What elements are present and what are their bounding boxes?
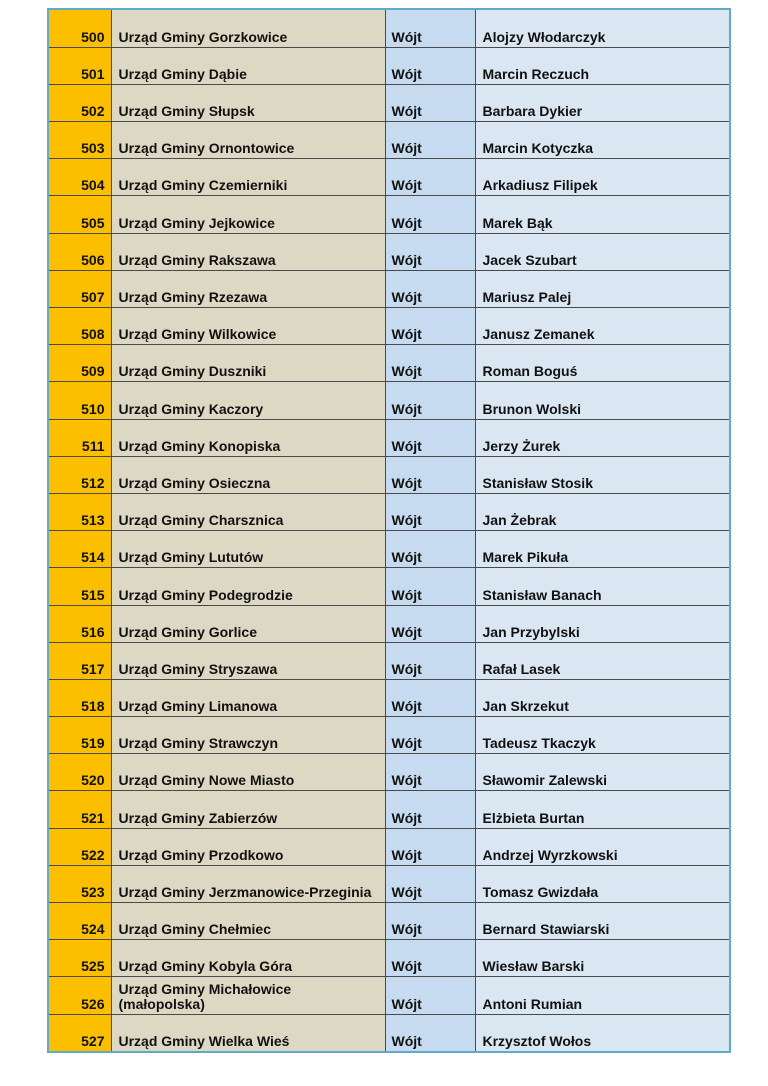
office-name: Urząd Gminy Konopiska [111,419,385,456]
role-title: Wójt [385,122,475,159]
person-name: Andrzej Wyrzkowski [475,828,729,865]
officials-table-wrapper [47,8,731,1053]
role-title: Wójt [385,940,475,977]
table-row [49,642,729,679]
table-row [49,717,729,754]
office-name: Urząd Gminy Przodkowo [111,828,385,865]
office-name: Urząd Gminy Michałowice (małopolska) [111,977,385,1014]
person-name: Roman Boguś [475,345,729,382]
table-row [49,531,729,568]
person-name: Rafał Lasek [475,642,729,679]
office-name: Urząd Gminy Stryszawa [111,642,385,679]
person-name: Brunon Wolski [475,382,729,419]
person-name: Marcin Reczuch [475,47,729,84]
row-number: 500 [49,10,111,47]
office-name: Urząd Gminy Podegrodzie [111,568,385,605]
person-name: Bernard Stawiarski [475,903,729,940]
office-name: Urząd Gminy Wielka Wieś [111,1014,385,1051]
row-number: 512 [49,456,111,493]
table-row [49,122,729,159]
row-number: 520 [49,754,111,791]
row-number: 524 [49,903,111,940]
person-name: Arkadiusz Filipek [475,159,729,196]
person-name: Tadeusz Tkaczyk [475,717,729,754]
office-name: Urząd Gminy Jerzmanowice-Przeginia [111,865,385,902]
person-name: Marcin Kotyczka [475,122,729,159]
person-name: Jacek Szubart [475,233,729,270]
row-number: 507 [49,270,111,307]
office-name: Urząd Gminy Nowe Miasto [111,754,385,791]
role-title: Wójt [385,382,475,419]
officials-table [49,10,729,1051]
office-name: Urząd Gminy Kobyla Góra [111,940,385,977]
table-row [49,233,729,270]
row-number: 509 [49,345,111,382]
role-title: Wójt [385,10,475,47]
row-number: 516 [49,605,111,642]
row-number: 501 [49,47,111,84]
role-title: Wójt [385,717,475,754]
role-title: Wójt [385,308,475,345]
row-number: 508 [49,308,111,345]
table-row [49,679,729,716]
row-number: 511 [49,419,111,456]
table-row [49,419,729,456]
table-row [49,47,729,84]
table-row [49,828,729,865]
row-number: 518 [49,679,111,716]
table-row [49,159,729,196]
row-number: 502 [49,84,111,121]
row-number: 526 [49,977,111,1014]
person-name: Sławomir Zalewski [475,754,729,791]
role-title: Wójt [385,493,475,530]
office-name: Urząd Gminy Rakszawa [111,233,385,270]
person-name: Janusz Zemanek [475,308,729,345]
role-title: Wójt [385,456,475,493]
table-row [49,903,729,940]
role-title: Wójt [385,233,475,270]
row-number: 519 [49,717,111,754]
role-title: Wójt [385,345,475,382]
office-name: Urząd Gminy Gorlice [111,605,385,642]
office-name: Urząd Gminy Kaczory [111,382,385,419]
table-row [49,270,729,307]
office-name: Urząd Gminy Dąbie [111,47,385,84]
office-name: Urząd Gminy Gorzkowice [111,10,385,47]
person-name: Jan Skrzekut [475,679,729,716]
table-row [49,940,729,977]
table-row [49,196,729,233]
table-row [49,754,729,791]
role-title: Wójt [385,270,475,307]
row-number: 527 [49,1014,111,1051]
office-name: Urząd Gminy Limanowa [111,679,385,716]
person-name: Mariusz Palej [475,270,729,307]
person-name: Antoni Rumian [475,977,729,1014]
office-name: Urząd Gminy Chełmiec [111,903,385,940]
office-name: Urząd Gminy Słupsk [111,84,385,121]
office-name: Urząd Gminy Lututów [111,531,385,568]
role-title: Wójt [385,1014,475,1051]
person-name: Elżbieta Burtan [475,791,729,828]
table-row [49,84,729,121]
office-name: Urząd Gminy Duszniki [111,345,385,382]
role-title: Wójt [385,791,475,828]
table-row [49,456,729,493]
person-name: Barbara Dykier [475,84,729,121]
person-name: Stanisław Banach [475,568,729,605]
row-number: 513 [49,493,111,530]
table-row [49,605,729,642]
row-number: 505 [49,196,111,233]
role-title: Wójt [385,419,475,456]
table-row [49,977,729,1014]
row-number: 514 [49,531,111,568]
person-name: Jan Przybylski [475,605,729,642]
table-row [49,10,729,47]
office-name: Urząd Gminy Osieczna [111,456,385,493]
role-title: Wójt [385,642,475,679]
row-number: 503 [49,122,111,159]
role-title: Wójt [385,903,475,940]
role-title: Wójt [385,605,475,642]
role-title: Wójt [385,865,475,902]
row-number: 504 [49,159,111,196]
table-row [49,791,729,828]
office-name: Urząd Gminy Rzezawa [111,270,385,307]
office-name: Urząd Gminy Charsznica [111,493,385,530]
table-row [49,382,729,419]
office-name: Urząd Gminy Czemierniki [111,159,385,196]
role-title: Wójt [385,531,475,568]
person-name: Stanisław Stosik [475,456,729,493]
row-number: 517 [49,642,111,679]
table-row [49,1014,729,1051]
role-title: Wójt [385,977,475,1014]
table-row [49,345,729,382]
office-name: Urząd Gminy Strawczyn [111,717,385,754]
role-title: Wójt [385,568,475,605]
row-number: 525 [49,940,111,977]
office-name: Urząd Gminy Jejkowice [111,196,385,233]
row-number: 523 [49,865,111,902]
role-title: Wójt [385,84,475,121]
role-title: Wójt [385,196,475,233]
table-row [49,308,729,345]
person-name: Marek Bąk [475,196,729,233]
office-name: Urząd Gminy Ornontowice [111,122,385,159]
row-number: 510 [49,382,111,419]
role-title: Wójt [385,828,475,865]
table-row [49,493,729,530]
office-name: Urząd Gminy Wilkowice [111,308,385,345]
role-title: Wójt [385,47,475,84]
person-name: Jerzy Żurek [475,419,729,456]
table-row [49,865,729,902]
person-name: Tomasz Gwizdała [475,865,729,902]
role-title: Wójt [385,159,475,196]
row-number: 506 [49,233,111,270]
person-name: Wiesław Barski [475,940,729,977]
role-title: Wójt [385,679,475,716]
row-number: 522 [49,828,111,865]
person-name: Alojzy Włodarczyk [475,10,729,47]
person-name: Jan Żebrak [475,493,729,530]
role-title: Wójt [385,754,475,791]
person-name: Krzysztof Wołos [475,1014,729,1051]
person-name: Marek Pikuła [475,531,729,568]
table-row [49,568,729,605]
row-number: 521 [49,791,111,828]
row-number: 515 [49,568,111,605]
office-name: Urząd Gminy Zabierzów [111,791,385,828]
table-body [49,10,729,1051]
